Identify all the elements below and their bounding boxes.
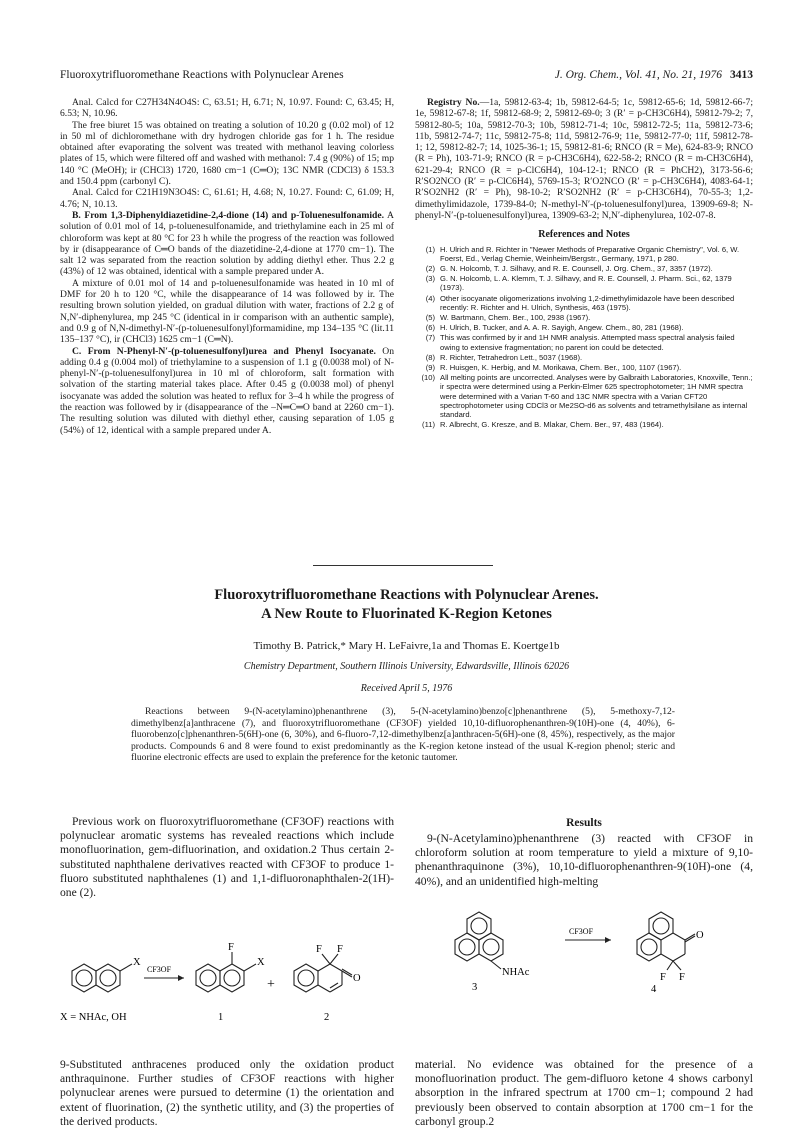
results-section <box>415 832 753 889</box>
reference-item <box>415 245 753 263</box>
reference-text: All melting points are uncorrected. Analyses were by Galbraith Laboratories, Knoxville, Tenn.; ir spectra were determined using a Perkin-Elmer 625 spectrophotometer; 1H NMR spectra were determined with a Varian T-60 and 13C NMR spectra with a Varian CFT20 spectrophotometer using CDCl3 or Me2SO-d6 as solvents and tetramethylsilane as internal standard. <box>440 373 753 420</box>
reference-number: (11) <box>422 420 435 430</box>
abstract <box>131 706 675 764</box>
reference-number: (10) <box>421 373 435 383</box>
registry-text: —1a, 59812-63-4; 1b, 59812-64-5; 1c, 59812-65-6; 1d, 59812-66-7; 1e, 59812-67-8; 1f, 59812-68-9; 2, 59812-69-0; 3 (R′ = p-CH3C6H4), 59812-79-2; 7, 59812-80-5; 10a, 59812-70-3; 10b, 59812-71-4; 10c, 59812-72-5; 11a, 59812-73-6; 11b, 59812-74-7; 11c, 59812-75-8; 11d, 59812-76-9; 11e, 59812-77-0; 11f, 59812-78-1; 12, 59812-82-7; 14, 1025-36-1; 15, 59812-81-6; RNCO (R = Me), 624-83-9; RNCO (R = Ph), 103-71-9; RNCO (R = p-CH3C6H4), 622-58-2; RNCO (R = m-CH3C6H4), 621-29-4; RNCO (R = p-ClC6H4), 104-12-1; RNCO (R = PhCH2), 3173-56-6; R′SO2NCO (R′ = p-ClC6H4), 5769-15-3; R′O2NCO (R′ = p-CH3C6H4), 4083-64-1; R′SO2NH2 (R′ = Ph), 98-10-2; R′SO2NH2 (R′ = p-CH3C6H4), 70-55-3; 1,2-dimethylimidazole, 1739-84-0; N-methyl-N′-(p-toluenesulfonyl)urea, 13909-69-8; N-phenyl-N′-(p-toluenesulfonyl)urea, 13909-63-2; N,N′-diphenylurea, 102-07-8. <box>415 97 753 221</box>
citation-text: J. Org. Chem., Vol. 41, No. 21, 1976 <box>554 69 722 81</box>
reference-number: (5) <box>425 312 435 322</box>
reagent-label: CF3OF <box>569 927 594 936</box>
acetylamino-group: NHAc <box>502 967 530 978</box>
reference-number: (7) <box>425 333 435 343</box>
naphthalene-structure <box>72 964 132 992</box>
plus-sign: + <box>267 977 275 992</box>
arrow-head-icon <box>605 937 611 943</box>
analysis-paragraph-2: Anal. Calcd for C21H19N3O4S: C, 61.61; H, 4.68; N, 10.27. Found: C, 61.09; H, 4.76; N, 10.13. <box>60 187 394 210</box>
abstract-text: Reactions between 9-(N-acetylamino)phenanthrene (3), 5-(N-acetylamino)benzo[c]phenanthrene (5), 5-methoxy-7,12-dimethylbenz[a]anthracene (7), and fluoroxytrifluoromethane (CF3OF) yielded 10,10-difluorophenanthren-9(10H)-one (4, 40%), 6-fluorobenzo[c]phenanthren-5(6H)-one (6, 30%), and 6-fluoro-7,12-dimethylbenz[a]anthracen-5(6H)-one (8, 45%), respectively, as the major products. Compounds 6 and 8 were found to exist predominantly as the K-region ketone instead of the usual K-region phenol; steric and fluorine electronic effects are used to explain the preference for the ketonic tautomer. <box>131 706 675 763</box>
procedure-b-paragraph <box>60 210 394 278</box>
acetylaminophenanthrene-structure <box>455 912 503 969</box>
reference-number: (1) <box>425 244 435 254</box>
ketone-oxygen: O <box>696 930 704 941</box>
journal-citation <box>555 68 753 82</box>
intro-paragraph-2: 9-Substituted anthracenes produced only the oxidation product anthraquinone. Further studies of CF3OF reactions with higher polynuclear arenes were pursued to determine (1) the orientation and extent of fluorination, (2) the synthetic utility, and (3) the properties of the derived products. <box>60 1058 394 1128</box>
difluorophenanthrenone-structure <box>637 912 695 970</box>
reference-item <box>415 323 753 332</box>
compound-3-label: 3 <box>472 982 478 993</box>
reference-text: G. N. Holcomb, T. J. Silhavy, and R. E. Counsell, J. Org. Chem., 37, 3357 (1972). <box>440 263 713 273</box>
naphthalene-scheme <box>60 940 394 1052</box>
gem-fluorine-2: F <box>679 972 685 983</box>
reference-list <box>415 245 753 430</box>
compound-1-label: 1 <box>218 1012 224 1023</box>
reference-text: G. N. Holcomb, L. A. Klemm, T. J. Silhavy, and R. E. Counsell, J. Pharm. Sci., 62, 1379 (1973). <box>440 274 732 293</box>
reference-item <box>415 353 753 362</box>
ketone-fluorine-1: F <box>316 944 322 955</box>
reference-text: This was confirmed by ir and 1H NMR analysis. Attempted mass spectral analysis failed owing to extensive fragmentation; no parent ion could be detected. <box>440 333 735 352</box>
reference-item <box>415 294 753 312</box>
fluoronaphthalene-structure <box>196 952 256 992</box>
analysis-paragraph-1: Anal. Calcd for C27H34N4O4S: C, 63.51; H, 6.71; N, 10.97. Found: C, 63.45; H, 6.53; N, 10.96. <box>60 97 394 120</box>
intro-paragraph: Previous work on fluoroxytrifluoromethane (CF3OF) reactions with polynuclear aromatic systems has revealed reactions which include monofluorination, gem-difluorination, and oxidation.2 Thus certain 2-substituted naphthalene derivatives reacted with CF3OF to produce 1-fluoro substituted naphthalenes (1) and 1,1-difluoronaphthalen-2(1H)-one (2). <box>60 815 394 900</box>
results-paragraph-2: material. No evidence was obtained for the presence of a monofluorination product. The gem-difluoro ketone 4 shows carbonyl absorption in the infrared spectrum at 1700 cm−1; compound 2 had previously been observed to contain absorption at 1700 cm−1 for the carbonyl group.2 <box>415 1058 753 1128</box>
results-paragraph: 9-(N-Acetylamino)phenanthrene (3) reacted with CF3OF in chloroform solution at room temperature to yield a mixture of 9,10-phenanthraquinone (3%), 10,10-difluorophenanthren-9(10H)-one (4, 40%), and an unidentified high-melting <box>415 832 753 888</box>
reagent-label: CF3OF <box>147 965 172 974</box>
procedure-b-heading: B. From 1,3-Diphenyldiazetidine-2,4-dione (14) and p-Toluenesulfonamide. <box>72 209 385 221</box>
difluoroketone-structure <box>294 954 352 992</box>
product-fluorine: F <box>228 942 234 953</box>
results-heading: Results <box>566 817 602 829</box>
procedure-c-paragraph <box>60 346 394 436</box>
running-title: Fluoroxytrifluoromethane Reactions with Polynuclear Arenes <box>60 69 344 81</box>
procedure-c-heading: C. From N-Phenyl-N′-(p-toluenesulfonyl)urea and Phenyl Isocyanate. <box>72 345 376 357</box>
substituent-x: X <box>133 957 141 968</box>
biuret-paragraph: The free biuret 15 was obtained on treating a solution of 10.20 g (0.02 mol) of 12 in 50 ml of dichloromethane with dry hydrogen chloride gas for 1 h. The residue obtained after evaporating the solvent was treated with methanol leaving colorless plates of 15, which were filtered off and washed with methanol: 7.4 g (90%) of 15; mp 140 °C (MeOH); ir (CHCl3) 1720, 1680 cm−1 (C═O); 13C NMR (CDCl3) δ 153.3 and 150.4 ppm (carbonyl C). <box>60 119 394 188</box>
article-title-line-2: A New Route to Fluorinated K-Region Ketones <box>261 606 552 622</box>
reference-text: Other isocyanate oligomerizations involving 1,2-dimethylimidazole have been described recently: R. Richter and H. Ulrich, Synthesis, 463 (1975). <box>440 293 735 312</box>
arrow-head-icon <box>178 975 184 981</box>
introduction <box>60 815 394 900</box>
reference-item <box>415 373 753 419</box>
article-title <box>60 586 753 624</box>
ketone-oxygen: O <box>353 973 361 984</box>
phenanthrene-scheme-drawing <box>415 904 753 1054</box>
reference-text: W. Bartmann, Chem. Ber., 100, 2938 (1967). <box>440 312 591 322</box>
procedure-c-text: On adding 0.4 g (0.004 mol) of triethylamine to a suspension of 1.1 g (0.0038 mol) of N-phenyl-N′-(p-toluenesulfonyl)urea in 10 ml of chloroform, salt formation with solvation of the starting material takes place. After 0.45 g (0.0038 mol) of phenyl isocyanate was added the solution was heated to reflux for 3–4 h while the progress of the reaction was followed by ir (disappearance of the –N═C═O band at 2260 cm−1). The resulting solution was diluted with diethyl ether, causing separation of 1.05 g (54%) of 12, identical with a sample prepared under A. <box>60 345 395 436</box>
reference-item <box>415 420 753 429</box>
reference-text: R. Albrecht, G. Kresze, and B. Mlakar, Chem. Ber., 97, 483 (1964). <box>440 420 664 430</box>
section-divider <box>313 565 493 566</box>
reference-number: (8) <box>425 352 435 362</box>
reference-text: R. Huisgen, K. Herbig, and M. Morikawa, Chem. Ber., 100, 1107 (1967). <box>440 363 682 372</box>
results-continued <box>415 1058 753 1129</box>
page-number: 3413 <box>730 69 753 81</box>
reference-number: (4) <box>425 293 435 303</box>
article-title-line-1: Fluoroxytrifluoromethane Reactions with Polynuclear Arenes. <box>214 587 599 603</box>
compound-4-label: 4 <box>651 984 657 995</box>
product-x: X <box>257 957 265 968</box>
introduction-continued <box>60 1058 394 1129</box>
substituent-definition: X = NHAc, OH <box>60 1012 127 1023</box>
reference-number: (9) <box>425 363 435 372</box>
running-header <box>60 68 753 84</box>
author-list: Timothy B. Patrick,* Mary H. LeFaivre,1a and Thomas E. Koertge1b <box>253 640 560 652</box>
registry-paragraph <box>415 97 753 221</box>
compound-2-label: 2 <box>324 1012 330 1023</box>
references-heading: References and Notes <box>538 229 630 241</box>
received-date: Received April 5, 1976 <box>360 683 453 694</box>
ketone-fluorine-2: F <box>337 944 343 955</box>
procedure-b-text: A solution of 0.01 mol of 14, p-toluenesulfonamide, and triethylamine each in 25 ml of chloroform was kept at 80 °C for 23 h while the progress of the reaction was followed by ir (disappearance of C═O bands of the diazetidine-2,4-dione at 1770 cm−1). The salt 12 was separated from the reaction solution by adding diethyl ether. Thus 2.2 g (43%) of 12 was obtained, identical with a sample prepared under A. <box>60 209 394 278</box>
reference-number: (3) <box>425 274 435 284</box>
dmf-paragraph: A mixture of 0.01 mol of 14 and p-toluenesulfonamide was heated in 10 ml of DMF for 20 h to 120 °C, while the disappearance of 14 was followed by ir. The resulting brown solution yielded, on gradual dilution with water, fractions of 2.2 g of N,N′-diphenylurea, mp 245 °C (identical in ir comparison with an authentic sample), and 0.9 g of N,N-dimethyl-N′-(p-toluenesulfonyl)formamidine, mp 134–135 °C (lit.11 135–137 °C), ir (CHCl3) 1625 cm−1 (C═N). <box>60 277 394 346</box>
naphthalene-scheme-drawing <box>60 940 394 1052</box>
experimental-column <box>60 97 394 436</box>
reference-item <box>415 274 753 292</box>
reference-number: (2) <box>425 263 435 273</box>
reference-item <box>415 264 753 273</box>
reference-number: (6) <box>425 323 435 333</box>
reference-item <box>415 333 753 351</box>
reference-text: R. Richter, Tetrahedron Lett., 5037 (1968). <box>440 352 583 362</box>
reference-text: H. Ulrich and R. Richter in "Newer Methods of Preparative Organic Chemistry", Vol. 6, W. Foerst, Ed., Verlag Chemie, Weinheim/Bergstr., Germany, 1971, p 280. <box>440 244 740 263</box>
reference-item <box>415 313 753 322</box>
registry-heading: Registry No. <box>427 97 480 108</box>
reference-text: H. Ulrich, B. Tucker, and A. A. R. Sayigh, Angew. Chem., 80, 281 (1968). <box>440 323 684 333</box>
phenanthrene-scheme <box>415 904 753 1054</box>
registry-references-column <box>415 97 753 430</box>
affiliation: Chemistry Department, Southern Illinois University, Edwardsville, Illinois 62026 <box>243 661 570 672</box>
gem-fluorine-1: F <box>660 972 666 983</box>
reference-item <box>415 363 753 372</box>
